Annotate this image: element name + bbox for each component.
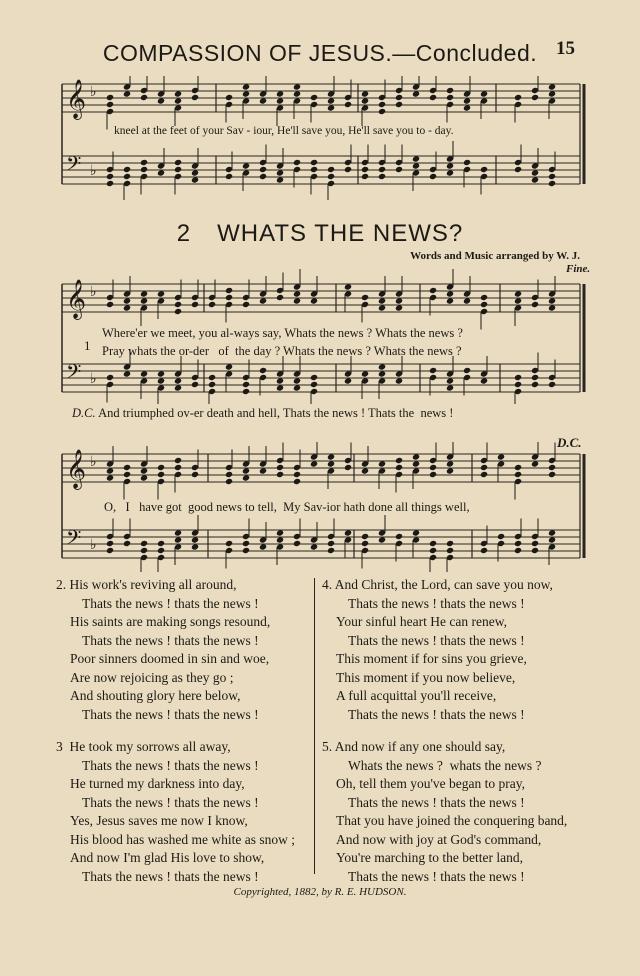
verse-line: You're marching to the better land, — [336, 850, 524, 865]
note-head-icon — [225, 173, 233, 180]
bass-clef-icon: 𝄢 — [66, 360, 82, 388]
note-head-icon — [174, 464, 182, 471]
note-head-icon — [327, 540, 335, 547]
note-head-icon — [361, 173, 369, 180]
verse-line: And now I'm glad His love to show, — [70, 850, 265, 865]
treble-staff — [62, 442, 580, 500]
note-head-icon — [106, 180, 114, 187]
note-head-icon — [293, 471, 301, 478]
flat-sign-icon: ♭ — [90, 163, 97, 179]
note-head-icon — [361, 533, 369, 540]
note-head-icon — [378, 108, 386, 115]
chorus-lyric-line: O, I have got good news to tell, My Sav-ior hath done all things well, — [104, 500, 470, 514]
note-head-icon — [140, 166, 148, 173]
note-head-icon — [310, 159, 318, 166]
note-head-icon — [174, 457, 182, 464]
verse-line: His blood has washed me white as snow ; — [70, 831, 295, 847]
note-head-icon — [395, 94, 403, 101]
note-head-icon — [225, 478, 233, 485]
music-system-top — [40, 76, 600, 200]
verse-line: A full acquittal you'll receive, — [336, 688, 497, 703]
note-head-icon — [327, 173, 335, 180]
note-head-icon — [123, 471, 131, 478]
verse-line: Thats the news ! thats the news ! — [348, 632, 525, 648]
verse-stanza — [322, 576, 567, 724]
note-head-icon — [157, 540, 165, 547]
note-head-icon — [480, 294, 488, 301]
note-head-icon — [463, 367, 471, 374]
copyright-line: Copyrighted, 1882, by R. E. HUDSON. — [233, 886, 407, 898]
note-head-icon — [123, 540, 131, 547]
verse-line: He turned my darkness into day, — [70, 776, 245, 791]
flat-sign-icon: ♭ — [90, 454, 97, 470]
note-head-icon — [531, 374, 539, 381]
staff-system-top — [40, 76, 600, 200]
note-head-icon — [225, 94, 233, 101]
verse-line: Yes, Jesus saves me now I know, — [70, 813, 248, 828]
verse-line: That you have joined the conquering band, — [336, 813, 568, 828]
note-head-icon — [225, 294, 233, 301]
verse-line: Are now rejoicing as they go ; — [70, 669, 234, 685]
note-head-icon — [480, 166, 488, 173]
note-head-icon — [140, 94, 148, 101]
note-head-icon — [327, 166, 335, 173]
treble-clef-icon: 𝄞 — [66, 79, 87, 119]
flat-sign-icon: ♭ — [90, 371, 97, 387]
treble-staff — [62, 76, 580, 130]
note-head-icon — [225, 471, 233, 478]
note-head-icon — [446, 87, 454, 94]
top-lyrics: kneel at the feet of your Sav - iour, He'll save you, He'll save you to - day. — [114, 125, 454, 137]
verse-line: This moment if you now believe, — [336, 669, 516, 685]
note-head-icon — [361, 294, 369, 301]
verse-line: And now with joy at God's command, — [336, 831, 542, 847]
note-head-icon — [174, 159, 182, 166]
verse-line: Thats the news ! thats the news ! — [82, 868, 259, 884]
verse-line: Thats the news ! thats the news ! — [82, 706, 259, 722]
note-head-icon — [310, 166, 318, 173]
fine-mark: Fine. — [566, 263, 591, 275]
dc-mark: D.C. — [557, 435, 582, 450]
note-head-icon — [548, 180, 556, 187]
verse-line: 2. His work's reviving all around, — [56, 577, 237, 592]
verse-line: Your sinful heart He can renew, — [336, 614, 507, 629]
dc-lyric-line — [72, 406, 453, 421]
note-head-icon — [293, 478, 301, 485]
bass-staff — [62, 515, 580, 572]
note-head-icon — [191, 301, 199, 308]
note-head-icon — [514, 471, 522, 478]
note-head-icon — [140, 540, 148, 547]
note-head-icon — [191, 471, 199, 478]
note-head-icon — [225, 287, 233, 294]
note-head-icon — [429, 464, 437, 471]
note-head-icon — [106, 173, 114, 180]
verse-stanza — [322, 738, 567, 886]
bass-clef-icon: 𝄢 — [66, 152, 82, 180]
note-head-icon — [531, 540, 539, 547]
note-head-icon — [293, 540, 301, 547]
note-head-icon — [157, 471, 165, 478]
verse-line: Thats the news ! thats the news ! — [348, 595, 525, 611]
note-head-icon — [395, 166, 403, 173]
note-head-icon — [429, 471, 437, 478]
verse-line: This moment if for sins you grieve, — [336, 651, 527, 666]
note-head-icon — [140, 547, 148, 554]
note-head-icon — [106, 374, 114, 381]
verse-line: Thats the news ! thats the news ! — [348, 706, 525, 722]
note-head-icon — [378, 101, 386, 108]
note-head-icon — [327, 547, 335, 554]
treble-staff — [62, 269, 580, 330]
note-head-icon — [259, 166, 267, 173]
verse-stanza — [56, 738, 295, 886]
note-head-icon — [446, 94, 454, 101]
note-head-icon — [429, 287, 437, 294]
note-head-icon — [174, 308, 182, 315]
note-head-icon — [480, 301, 488, 308]
verse-line: Thats the news ! thats the news ! — [348, 868, 525, 884]
note-head-icon — [480, 464, 488, 471]
dc-lyric-text: And triumphed ov-er death and hell, Thats the news ! Thats the news ! — [98, 406, 454, 420]
note-head-icon — [429, 173, 437, 180]
verse-line: Thats the news ! thats the news ! — [82, 757, 259, 773]
note-head-icon — [514, 464, 522, 471]
note-head-icon — [395, 457, 403, 464]
note-head-icon — [480, 547, 488, 554]
note-head-icon — [106, 540, 114, 547]
verse-line: Poor sinners doomed in sin and woe, — [70, 651, 270, 666]
note-head-icon — [276, 294, 284, 301]
bass-clef-icon: 𝄢 — [66, 526, 82, 554]
note-head-icon — [276, 471, 284, 478]
note-head-icon — [531, 94, 539, 101]
note-head-icon — [242, 301, 250, 308]
verse-number: 1 — [84, 338, 91, 353]
note-head-icon — [106, 301, 114, 308]
verse-line: 3 He took my sorrows all away, — [56, 739, 231, 754]
flat-sign-icon: ♭ — [90, 284, 97, 300]
flat-sign-icon: ♭ — [90, 537, 97, 553]
verses-right-column — [322, 576, 567, 900]
note-head-icon — [208, 301, 216, 308]
bass-staff — [62, 141, 580, 200]
hymn-title — [0, 220, 640, 248]
note-head-icon — [242, 388, 250, 395]
note-head-icon — [157, 464, 165, 471]
note-head-icon — [123, 173, 131, 180]
note-head-icon — [157, 547, 165, 554]
note-head-icon — [378, 166, 386, 173]
note-head-icon — [429, 540, 437, 547]
note-head-icon — [480, 471, 488, 478]
note-head-icon — [531, 547, 539, 554]
note-head-icon — [259, 173, 267, 180]
note-head-icon — [378, 173, 386, 180]
note-head-icon — [191, 381, 199, 388]
note-head-icon — [174, 301, 182, 308]
note-head-icon — [208, 381, 216, 388]
note-head-icon — [140, 159, 148, 166]
note-head-icon — [531, 381, 539, 388]
note-head-icon — [395, 533, 403, 540]
note-head-icon — [514, 94, 522, 101]
note-head-icon — [208, 374, 216, 381]
note-head-icon — [548, 464, 556, 471]
verse-line: 4. And Christ, the Lord, can save you now, — [322, 577, 553, 592]
note-head-icon — [123, 166, 131, 173]
note-head-icon — [514, 381, 522, 388]
note-head-icon — [191, 94, 199, 101]
column-divider — [314, 578, 315, 874]
note-head-icon — [514, 166, 522, 173]
note-head-icon — [497, 533, 505, 540]
lyric-line-2: Pray whats the or-der of the day ? Whats the news ? Whats the news ? — [102, 344, 462, 358]
note-head-icon — [395, 464, 403, 471]
treble-clef-icon: 𝄞 — [66, 449, 87, 489]
hymn-name: WHATS THE NEWS? — [217, 220, 464, 247]
verse-line: And shouting glory here below, — [70, 688, 241, 703]
verse-line: Thats the news ! thats the news ! — [82, 595, 259, 611]
note-head-icon — [293, 159, 301, 166]
hymn-credit: Words and Music arranged by W. J. — [410, 250, 580, 262]
verse-line: Whats the news ? whats the news ? — [348, 757, 542, 773]
note-head-icon — [548, 471, 556, 478]
note-head-icon — [242, 381, 250, 388]
page-title: COMPASSION OF JESUS.—Concluded. — [102, 40, 538, 66]
page-number: 15 — [556, 38, 575, 59]
note-head-icon — [123, 464, 131, 471]
note-head-icon — [361, 540, 369, 547]
verse-line: Thats the news ! thats the news ! — [82, 794, 259, 810]
note-head-icon — [429, 367, 437, 374]
note-head-icon — [548, 173, 556, 180]
note-head-icon — [531, 301, 539, 308]
verse-line: Oh, tell them you've began to pray, — [336, 776, 526, 791]
verse-line: Thats the news ! thats the news ! — [348, 794, 525, 810]
hymn-number: 2 — [176, 220, 192, 247]
note-head-icon — [106, 547, 114, 554]
note-head-icon — [106, 101, 114, 108]
note-head-icon — [310, 94, 318, 101]
note-head-icon — [242, 547, 250, 554]
note-head-icon — [361, 166, 369, 173]
note-head-icon — [514, 374, 522, 381]
note-head-icon — [259, 367, 267, 374]
note-head-icon — [429, 547, 437, 554]
note-head-icon — [106, 94, 114, 101]
lyric-line-1: Where'er we meet, you al-ways say, Whats the news ? Whats the news ? — [102, 326, 463, 340]
note-head-icon — [446, 540, 454, 547]
note-head-icon — [514, 547, 522, 554]
verse-line: 5. And now if any one should say, — [322, 739, 506, 754]
verse-line: His saints are making songs resound, — [70, 614, 271, 629]
treble-clef-icon: 𝄞 — [66, 279, 87, 319]
note-head-icon — [548, 381, 556, 388]
note-head-icon — [310, 381, 318, 388]
note-head-icon — [344, 166, 352, 173]
dc-prefix: D.C. — [72, 406, 96, 420]
note-head-icon — [514, 540, 522, 547]
note-head-icon — [310, 374, 318, 381]
note-head-icon — [463, 159, 471, 166]
note-head-icon — [174, 166, 182, 173]
note-head-icon — [429, 94, 437, 101]
flat-sign-icon: ♭ — [90, 84, 97, 100]
verses-left-column — [56, 576, 295, 900]
note-head-icon — [446, 547, 454, 554]
note-head-icon — [242, 540, 250, 547]
note-head-icon — [344, 101, 352, 108]
verse-line: Thats the news ! thats the news ! — [82, 632, 259, 648]
verse-stanza — [56, 576, 295, 724]
note-head-icon — [276, 464, 284, 471]
note-head-icon — [225, 540, 233, 547]
note-head-icon — [395, 101, 403, 108]
note-head-icon — [344, 464, 352, 471]
